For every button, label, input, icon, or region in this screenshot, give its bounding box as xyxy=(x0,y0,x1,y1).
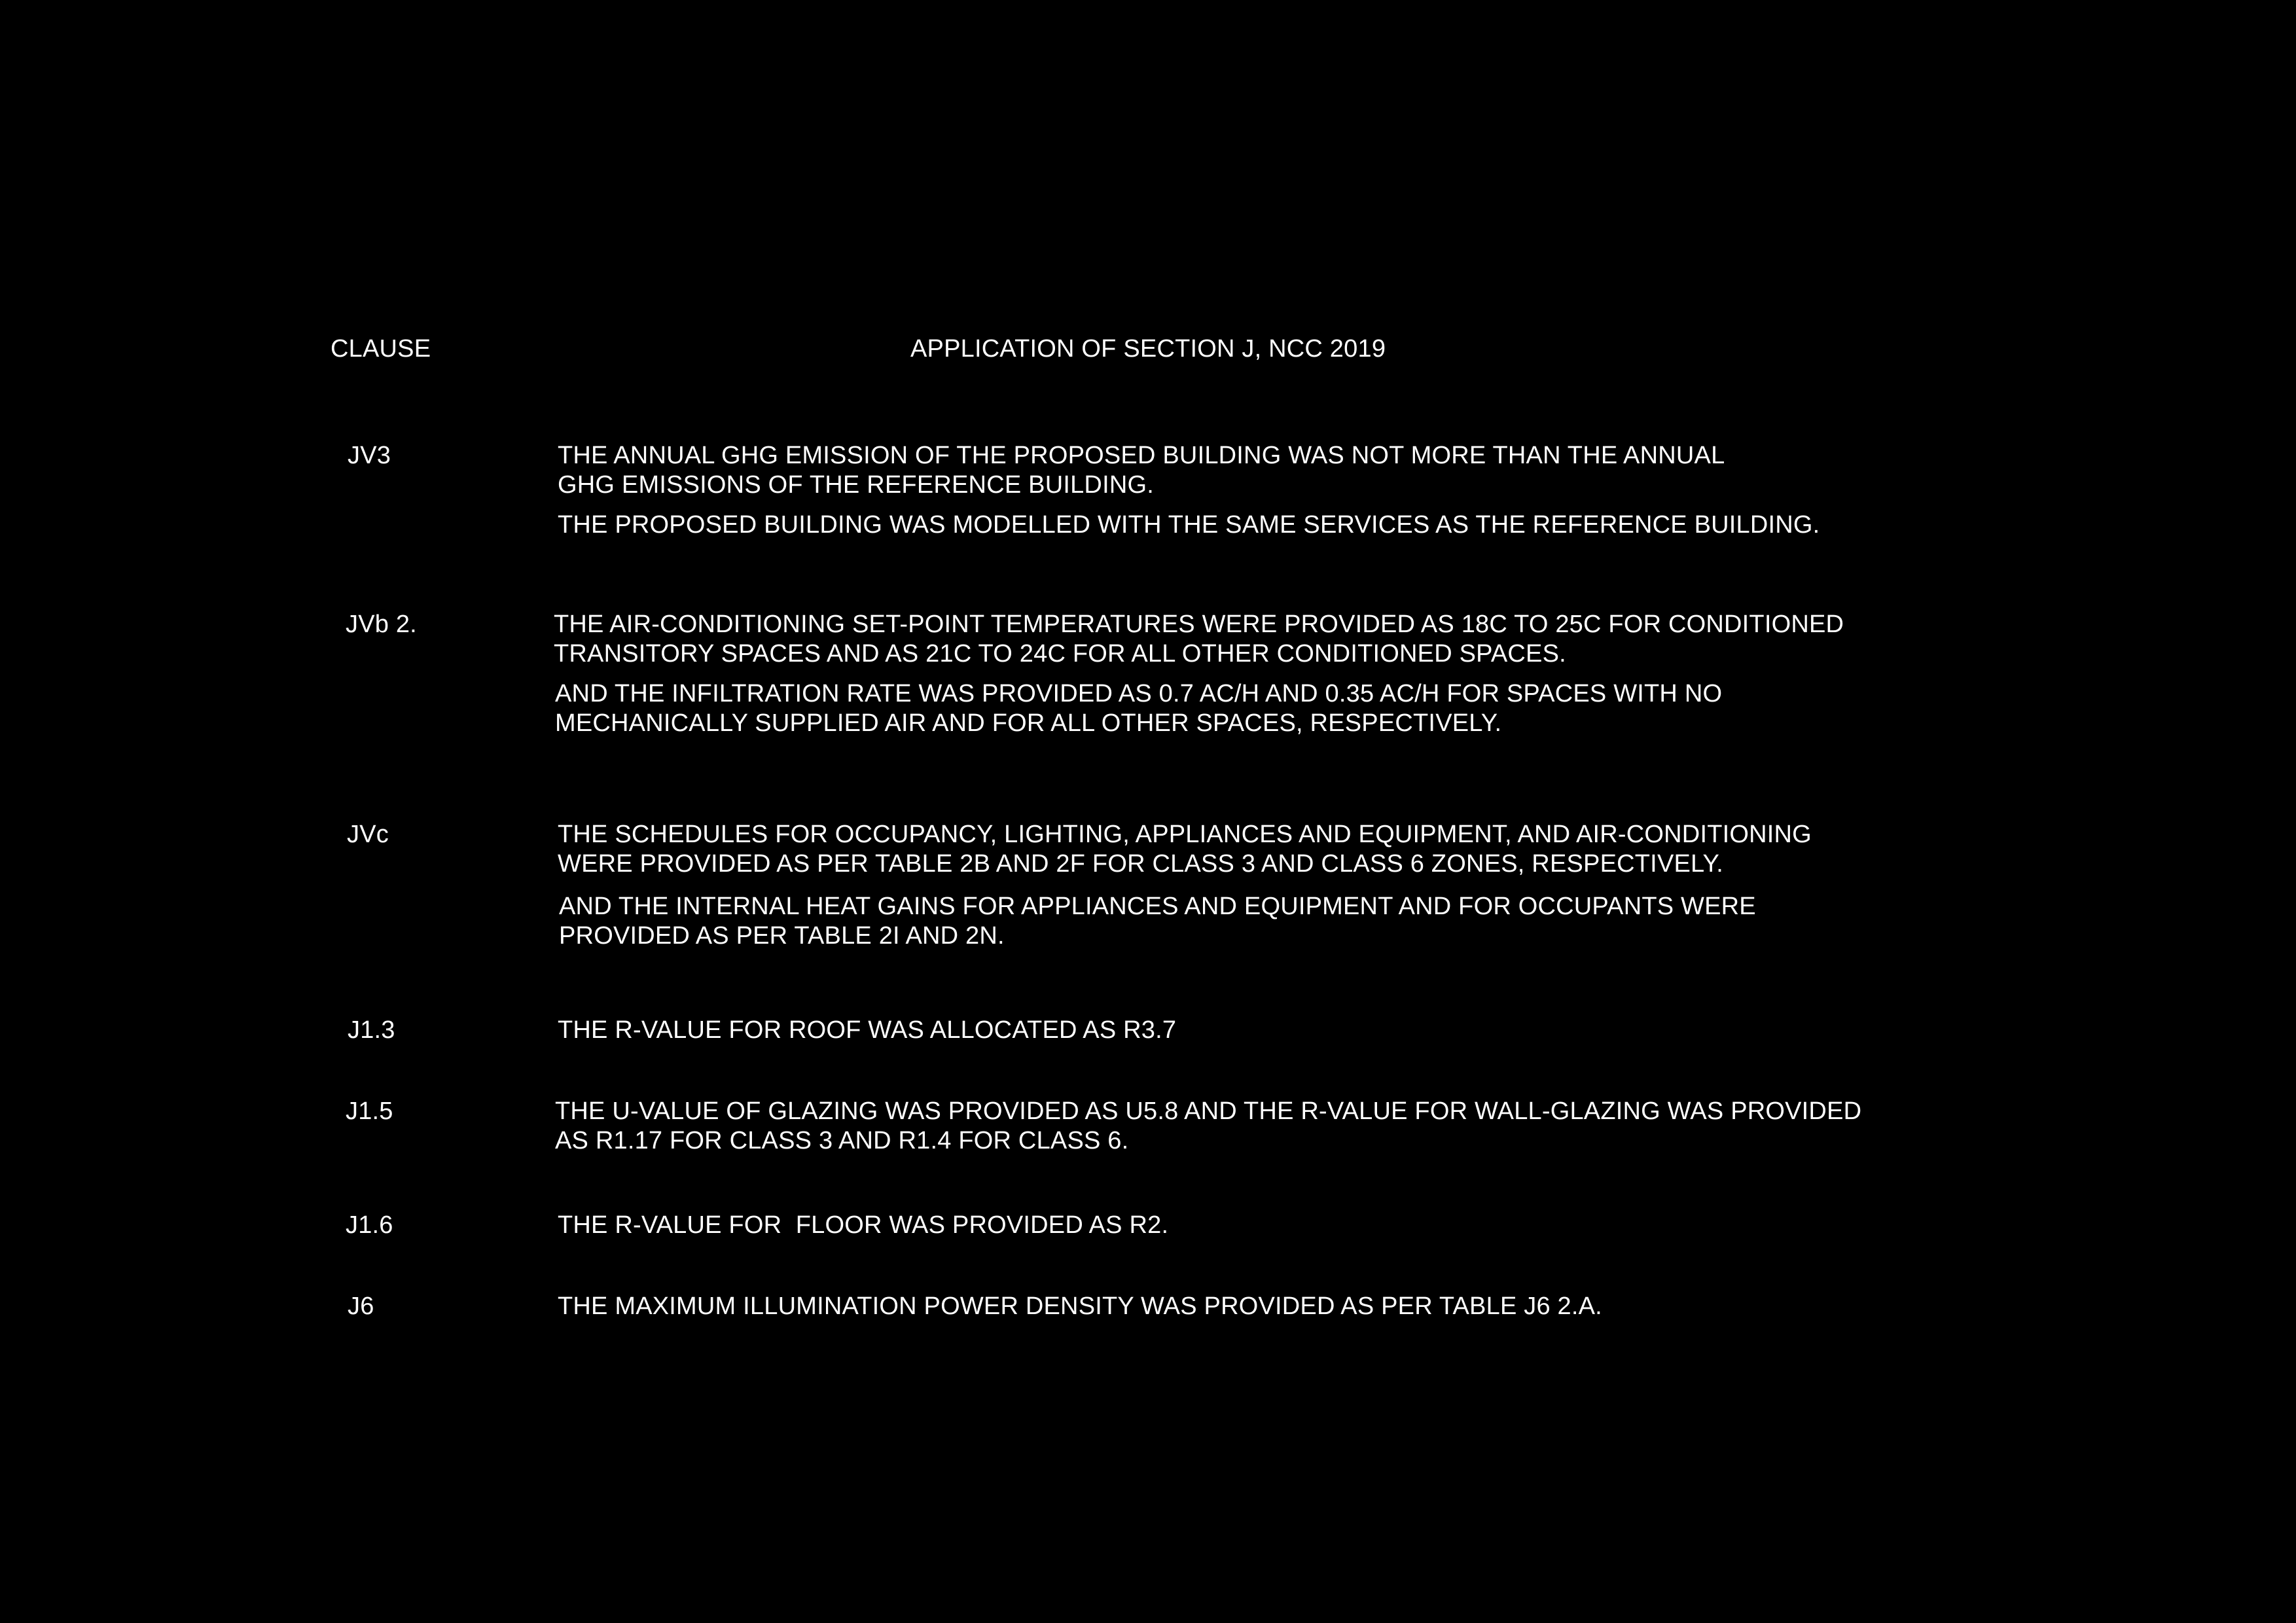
j1-3-paragraph-1 xyxy=(558,1016,1176,1045)
clause-code-j1-5: J1.5 xyxy=(346,1097,393,1125)
text-line: THE U-VALUE OF GLAZING WAS PROVIDED AS U5.8 AND THE R-VALUE FOR WALL-GLAZING WAS PROVIDED xyxy=(555,1097,1862,1125)
jv3-paragraph-1 xyxy=(558,441,1725,500)
text-line: AND THE INFILTRATION RATE WAS PROVIDED AS 0.7 AC/H AND 0.35 AC/H FOR SPACES WITH NO xyxy=(555,680,1723,707)
text-line: MECHANICALLY SUPPLIED AIR AND FOR ALL OTHER SPACES, RESPECTIVELY. xyxy=(555,709,1502,737)
clause-code-j1-3: J1.3 xyxy=(348,1016,395,1044)
clause-code-j6: J6 xyxy=(348,1293,374,1320)
clause-column-header: CLAUSE xyxy=(331,335,431,363)
text-line: AND THE INTERNAL HEAT GAINS FOR APPLIANCES AND EQUIPMENT AND FOR OCCUPANTS WERE xyxy=(559,893,1756,920)
text-line: TRANSITORY SPACES AND AS 21C TO 24C FOR ALL OTHER CONDITIONED SPACES. xyxy=(554,640,1566,668)
clause-code-jvb2: JVb 2. xyxy=(346,611,417,638)
text-line: GHG EMISSIONS OF THE REFERENCE BUILDING. xyxy=(558,471,1154,499)
clause-code-jv3: JV3 xyxy=(348,442,391,469)
jvc-paragraph-1 xyxy=(558,820,1812,879)
jvb2-paragraph-1 xyxy=(554,610,1844,669)
text-line: THE MAXIMUM ILLUMINATION POWER DENSITY WAS PROVIDED AS PER TABLE J6 2.A. xyxy=(558,1293,1602,1320)
j1-6-paragraph-1 xyxy=(558,1211,1168,1240)
text-line: THE ANNUAL GHG EMISSION OF THE PROPOSED BUILDING WAS NOT MORE THAN THE ANNUAL xyxy=(558,442,1725,469)
text-line: THE SCHEDULES FOR OCCUPANCY, LIGHTING, APPLIANCES AND EQUIPMENT, AND AIR-CONDITIONING xyxy=(558,821,1812,848)
text-line: WERE PROVIDED AS PER TABLE 2B AND 2F FOR CLASS 3 AND CLASS 6 ZONES, RESPECTIVELY. xyxy=(558,850,1723,878)
clause-code-jvc: JVc xyxy=(347,821,389,848)
j1-5-paragraph-1 xyxy=(555,1097,1861,1156)
text-line: THE R-VALUE FOR ROOF WAS ALLOCATED AS R3.7 xyxy=(558,1016,1177,1044)
jv3-paragraph-2 xyxy=(558,510,1820,540)
text-line: THE AIR-CONDITIONING SET-POINT TEMPERATURES WERE PROVIDED AS 18C TO 25C FOR CONDITIONED xyxy=(554,611,1844,638)
text-line: THE PROPOSED BUILDING WAS MODELLED WITH THE SAME SERVICES AS THE REFERENCE BUILDING. xyxy=(558,511,1820,539)
j6-paragraph-1 xyxy=(558,1292,1602,1321)
jvc-paragraph-2 xyxy=(559,892,1756,951)
text-line: THE R-VALUE FOR FLOOR WAS PROVIDED AS R2. xyxy=(558,1211,1169,1239)
text-line: PROVIDED AS PER TABLE 2I AND 2N. xyxy=(559,922,1005,950)
jvb2-paragraph-2 xyxy=(555,679,1722,738)
text-line: AS R1.17 FOR CLASS 3 AND R1.4 FOR CLASS 6. xyxy=(555,1127,1129,1154)
section-title: APPLICATION OF SECTION J, NCC 2019 xyxy=(910,335,1386,363)
clause-code-j1-6: J1.6 xyxy=(346,1211,393,1239)
